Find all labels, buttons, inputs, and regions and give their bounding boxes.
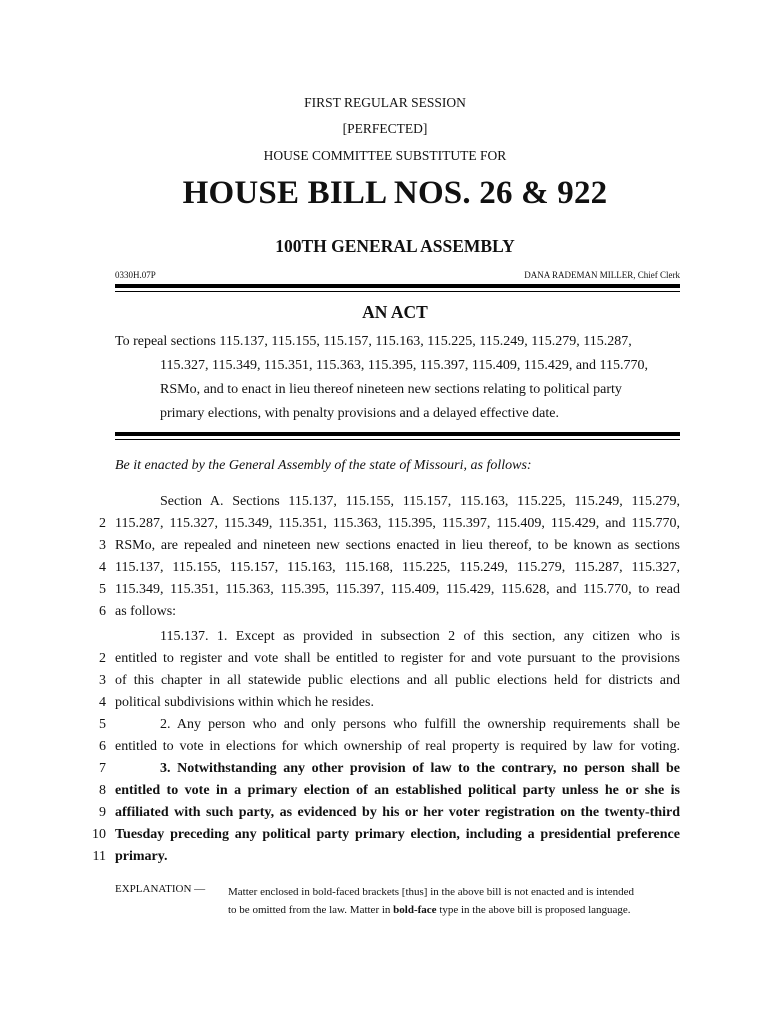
line-number: 9: [99, 805, 106, 820]
line-number: 3: [99, 673, 106, 688]
line-text: as follows:: [115, 604, 177, 619]
line-number: 4: [99, 695, 106, 710]
line-text: entitled to vote in elections for which ownership of real property is required by law for voting.: [115, 739, 680, 754]
act-title-line: RSMo, and to enact in lieu thereof nineteen new sections relating to political party: [160, 382, 622, 397]
explanation-line-part: to be omitted from the law. Matter in: [228, 904, 394, 916]
explanation-text: [228, 883, 680, 919]
line-text: 115.287, 115.327, 115.349, 115.351, 115.363, 115.395, 115.397, 115.409, 115.429, and 115.770,: [115, 516, 680, 531]
line-text: political subdivisions within which he resides.: [115, 695, 374, 710]
assembly-line: 100TH GENERAL ASSEMBLY: [275, 236, 515, 256]
bill-line: [0, 827, 770, 849]
line-text: of this chapter in all statewide public elections and all public elections held for districts and: [115, 673, 680, 688]
line-text: Tuesday preceding any political party primary election, including a presidential preference: [115, 827, 680, 842]
bill-line: [0, 783, 770, 805]
line-text: entitled to vote in a primary election of an established political party unless he or she is: [115, 783, 680, 798]
session-line: FIRST REGULAR SESSION: [304, 95, 466, 110]
line-text: primary.: [115, 849, 168, 864]
line-number: 10: [92, 827, 106, 842]
line-number: 11: [92, 849, 106, 864]
act-title-line: To repeal sections 115.137, 115.155, 115.157, 115.163, 115.225, 115.249, 115.279, 115.287,: [115, 334, 632, 349]
bill-line: [0, 629, 770, 651]
explanation-bold-word: bold-face: [393, 904, 437, 916]
chief-clerk: DANA RADEMAN MILLER, Chief Clerk: [524, 270, 680, 280]
line-number: 7: [99, 761, 106, 776]
bill-line: [0, 516, 770, 538]
line-number: 2: [99, 651, 106, 666]
line-text: 115.137. 1. Except as provided in subsection 2 of this section, any citizen who is: [160, 629, 680, 644]
line-number: 2: [99, 516, 106, 531]
line-text: 115.137, 115.155, 115.157, 115.163, 115.168, 115.225, 115.249, 115.279, 115.287, 115.327,: [115, 560, 680, 575]
explanation-label: EXPLANATION —: [115, 883, 206, 895]
explanation-line: Matter enclosed in bold-faced brackets [thus] in the above bill is not enacted and is intended: [228, 886, 634, 898]
bill-line: [0, 717, 770, 739]
explanation-line: [228, 901, 680, 919]
bill-line: [0, 651, 770, 673]
bill-title: HOUSE BILL NOS. 26 & 922: [182, 175, 608, 211]
line-number: 3: [99, 538, 106, 553]
top-divider-thick: [115, 284, 680, 288]
middle-divider-thick: [115, 432, 680, 436]
line-text: RSMo, are repealed and nineteen new sections enacted in lieu thereof, to be known as sections: [115, 538, 680, 553]
bill-line: [0, 849, 770, 871]
bill-code: 0330H.07P: [115, 270, 156, 280]
line-text: entitled to register and vote shall be entitled to register for and vote pursuant to the provisions: [115, 651, 680, 666]
middle-divider-thin: [115, 439, 680, 440]
bill-line: [0, 673, 770, 695]
bill-line: [0, 761, 770, 783]
status-line: [PERFECTED]: [342, 121, 428, 136]
line-number: 6: [99, 739, 106, 754]
line-number: 5: [99, 582, 106, 597]
line-text: 3. Notwithstanding any other provision of law to the contrary, no person shall be: [160, 761, 680, 776]
bill-line: [0, 560, 770, 582]
line-text: 115.349, 115.351, 115.363, 115.395, 115.397, 115.409, 115.429, 115.628, and 115.770, to read: [115, 582, 680, 597]
line-text: 2. Any person who and only persons who fulfill the ownership requirements shall be: [160, 717, 680, 732]
bill-line: [0, 494, 770, 516]
act-heading: AN ACT: [362, 302, 428, 322]
line-text: Section A. Sections 115.137, 115.155, 115.157, 115.163, 115.225, 115.249, 115.279,: [160, 494, 680, 509]
explanation-line-part: type in the above bill is proposed language.: [436, 904, 631, 916]
act-title-paragraph: [115, 330, 680, 426]
bill-line: [0, 582, 770, 604]
bill-line: [0, 739, 770, 761]
bill-line: [0, 805, 770, 827]
line-number: 6: [99, 604, 106, 619]
enacting-clause: Be it enacted by the General Assembly of the state of Missouri, as follows:: [115, 458, 532, 473]
act-title-line: primary elections, with penalty provisions and a delayed effective date.: [160, 406, 559, 421]
substitute-line: HOUSE COMMITTEE SUBSTITUTE FOR: [263, 148, 507, 163]
line-text: affiliated with such party, as evidenced by his or her voter registration on the twenty-third: [115, 805, 680, 820]
bill-line: [0, 695, 770, 717]
act-title-line: 115.327, 115.349, 115.351, 115.363, 115.395, 115.397, 115.409, 115.429, and 115.770,: [160, 358, 649, 373]
bill-line: [0, 538, 770, 560]
line-number: 8: [99, 783, 106, 798]
top-divider-thin: [115, 291, 680, 292]
line-number: 5: [99, 717, 106, 732]
bill-line: [0, 604, 770, 626]
line-number: 4: [99, 560, 106, 575]
